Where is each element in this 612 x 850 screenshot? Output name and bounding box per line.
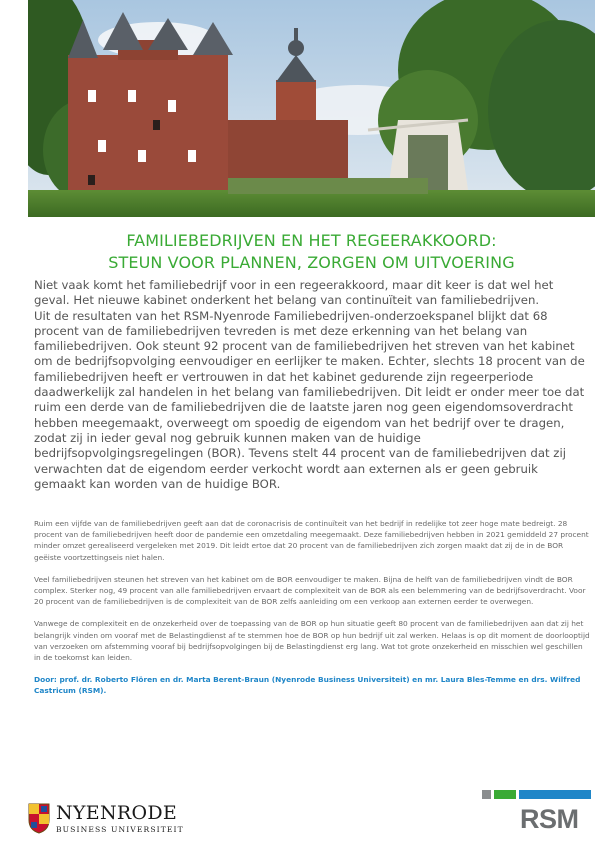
lead-text <box>34 278 590 492</box>
body-text <box>34 518 590 708</box>
nyenrode-crest-icon <box>28 802 50 834</box>
nyenrode-subtitle: BUSINESS UNIVERSITEIT <box>56 825 184 834</box>
title-line-2: STEUN VOOR PLANNEN, ZORGEN OM UITVOERING <box>108 253 515 272</box>
rsm-bar-grey <box>482 790 491 799</box>
nyenrode-name: NYENRODE <box>56 802 178 824</box>
rsm-logo <box>482 790 592 840</box>
body-paragraph-2: Veel familiebedrijven steunen het streven van het kabinet om de BOR eenvoudiger te maken. Bijna de helft van de familiebedrijven vindt de BOR complex. Sterker nog, 49 procent van alle familiebedrijven ervaart de complexiteit van de BOR als een belemmering van de bedrijfsoverdracht. Voor 20 procent van de familiebedrijven is de complexiteit van de BOR zelfs aanleiding om een verkoop aan externen eerder te overwegen. <box>34 574 586 607</box>
rsm-bar-blue <box>519 790 591 799</box>
body-paragraph-3: Vanwege de complexiteit en de onzekerheid over de toepassing van de BOR op hun situatie geeft 80 procent van de familiebedrijven aan dat zij het belangrijk vinden om vooraf met de Belastingdienst af te stemmen hoe de BOR op hun bedrijf uit zal werken. Helaas is op dit moment de doorlooptijd van verzoeken om afstemming vooraf bij bedrijfsopvolgingen bij de Belastingdienst erg lang. Wat tot grote onzekerheid en misschien wel geschillen in de toekomst kan leiden. <box>34 619 590 663</box>
title-line-1: FAMILIEBEDRIJVEN EN HET REGEERAKKOORD: <box>126 231 497 250</box>
lead-paragraph-2: Uit de resultaten van het RSM-Nyenrode Familiebedrijven-onderzoekspanel blijkt dat 68 procent van de familiebedrijven tevreden is met deze erkenning van het belang van familiebedrijven. Ook steunt 92 procent van de familiebedrijven het streven van het kabinet om de bedrijfsopvolging eenvoudiger en eerlijker te maken. Echter, slechts 18 procent van de familiebedrijven heeft er vertrouwen in dat het kabinet gedurende zijn regeerperiode daadwerkelijk zal handelen in het belang van familiebedrijven. Dit leidt er onder meer toe dat ruim een derde van de familiebedrijven die de laatste jaren nog geen eigendomsoverdracht hebben meegemaakt, overweegt om spoedig de eigendom van het bedrijf over te dragen, zodat zij in ieder geval nog gebruik kunnen maken van de huidige bedrijfsopvolgingsregelingen (BOR). Tevens stelt 44 procent van de familiebedrijven dat zij verwachten dat de eigendom eerder verkocht wordt aan externen als er geen gebruik gemaakt kan worden van de huidige BOR. <box>34 308 585 491</box>
lead-paragraph-1: Niet vaak komt het familiebedrijf voor in een regeerakkoord, maar dit keer is dat wel het geval. Het nieuwe kabinet onderkent het belang van continuïteit van familiebedrijven. <box>34 278 554 308</box>
article-title <box>28 230 595 274</box>
rsm-wordmark: RSM <box>520 804 579 834</box>
castle-illustration <box>28 0 595 217</box>
hero-photo <box>28 0 595 217</box>
body-paragraph-1: Ruim een vijfde van de familiebedrijven geeft aan dat de coronacrisis de continuïteit van het bedrijf in redelijke tot zeer hoge mate bedreigt. 28 procent van de familiebedrijven heeft door de pandemie een omzetdaling meegemaakt. Deze familiebedrijven hebben in 2021 gemiddeld 27 procent minder omzet gerealiseerd vergeleken met 2019. Dit leidt ertoe dat 20 procent van de familiebedrijven zich zorgen maakt dat zij de in de BOR geëiste voortzettingseis niet halen. <box>34 519 589 562</box>
nyenrode-logo <box>28 800 208 840</box>
rsm-bar-green <box>494 790 516 799</box>
authors-credit: Door: prof. dr. Roberto Flören en dr. Marta Berent-Braun (Nyenrode Business Universiteit) en mr. Laura Bles-Temme en drs. Wilfred Castricum (RSM). <box>34 675 581 696</box>
